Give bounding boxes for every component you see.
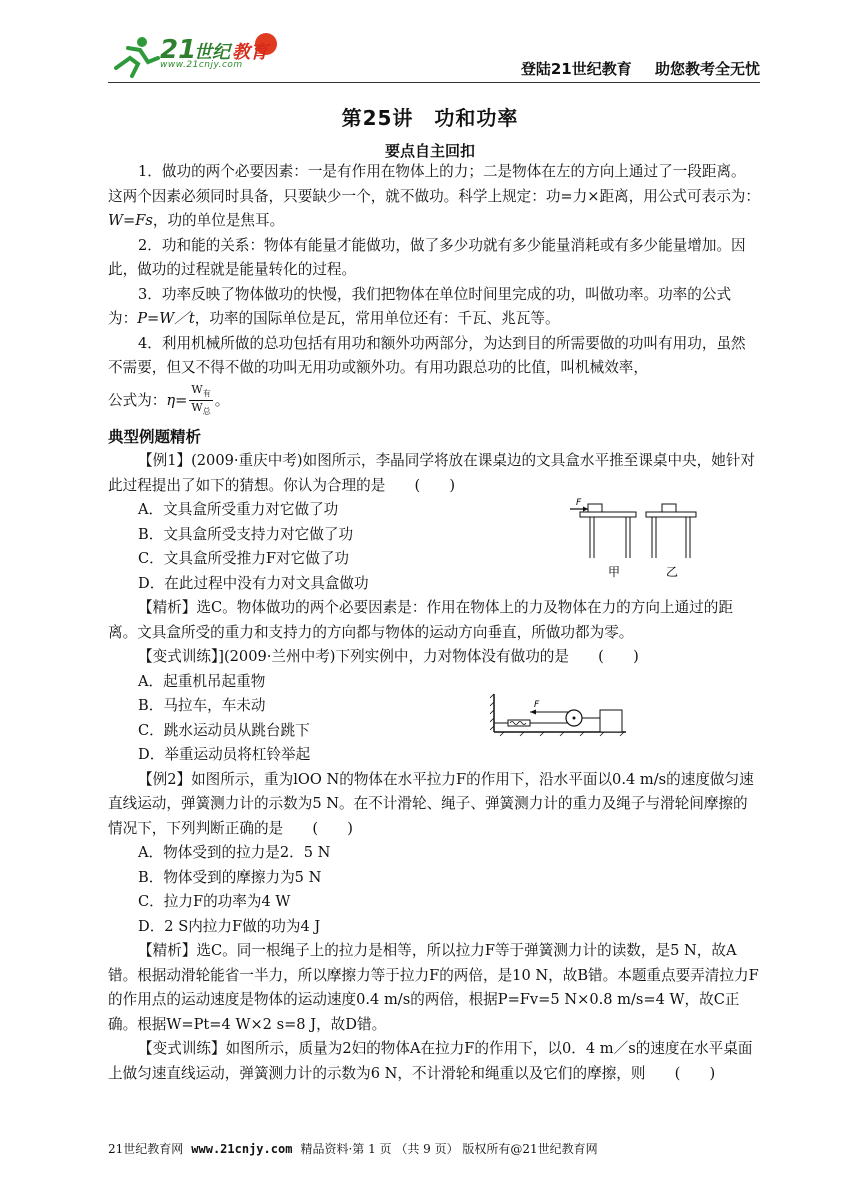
example-1-option-d: D．在此过程中没有力对文具盒做功 [138,574,369,592]
fig2-force-label: F [534,700,540,710]
footer-left: 21世纪教育网 [108,1142,184,1156]
variant-1-option-c: C．跳水运动员从跳台跳下 [138,721,310,739]
point-3-text: 3．功率反映了物体做功的快慢，我们把物体在单位时间里完成的功，叫做功率。功率的公式为： [108,285,732,327]
page-footer [108,1140,760,1157]
header-slogan [503,58,760,79]
svg-text:教育: 教育 [232,42,268,63]
point-1-formula: W=Fs [108,212,153,229]
fig1-force-label: F [576,498,582,508]
fig1-label-jia: 甲 [608,565,621,579]
site-logo[interactable] [108,28,308,84]
example-2-stem: 【例2】如图所示，重为lOO N的物体在水平拉力F的作用下，沿水平面以0.4 m/s的速度做匀速直线运动，弹簧测力计的示数为5 N。在不计滑轮、绳子、弹簧测力计的重力及绳子与滑轮间摩擦的情况下，下列判断正确的是 ( ) [108,770,754,837]
variant-1-stem: 【变式训练】](2009·兰州中考)下列实例中，力对物体没有做功的是 ( ) [138,648,639,665]
example-2-analysis: 【精析】选C。同一根绳子上的拉力是相等，所以拉力F等于弹簧测力计的读数，是5 N，故A错。根据动滑轮能省一半力，所以摩擦力等于拉力F的两倍，是10 N，故B错。本题重点要弄清拉力F的作用点的运动速度是物体的运动速度0.4 m/s的两倍，根据P=Fv=5 N×0.8 m/s=4 W，故C正确。根据W=Pt=4 W×2 s=8 J，故D错。 [108,942,759,1033]
example-1-analysis: 【精析】选C。物体做功的两个必要因素是：作用在物体上的力及物体在力的方向上通过的距离。文具盒所受的重力和支持力的方向都与物体的运动方向垂直，所做功都为零。 [108,599,733,641]
example-1-stem: 【例1】(2009·重庆中考)如图所示，李晶同学将放在课桌边的文具盒水平推至课桌中央，她针对此过程提出了如下的猜想。你认为合理的是 ( ) [108,452,756,494]
example-2-option-a: A．物体受到的拉力是2．5 N [138,844,331,861]
slogan-right: 助您教考全无忧 [654,60,760,78]
section-heading-key-points: 要点自主回扣 [384,142,475,160]
example-2-option-d: D．2 S内拉力F做的功为4 J [138,917,321,935]
section-heading-examples: 典型例题精析 [108,427,202,446]
efficiency-fraction [189,383,212,418]
formula-end: 。 [214,391,230,409]
slogan-left: 登陆21世纪教育 [520,60,632,78]
point-2: 2．功和能的关系：物体有能量才能做功，做了多少功就有多少能量消耗或有多少能量增加。因此，做功的过程就是能量转化的过程。 [108,236,746,278]
point-3-formula: P=W／t [137,310,195,327]
runner-logo-icon [108,28,308,84]
svg-text:21: 21 [160,35,197,65]
formula-prefix: 公式为： [108,391,167,409]
main-content [108,160,760,1086]
page-header [108,28,760,84]
point-3-text-end: ，功率的国际单位是瓦，常用单位还有：千瓦、兆瓦等。 [194,310,560,327]
pulley-diagram-icon [490,688,630,738]
point-1-text-end: ，功的单位是焦耳。 [152,212,285,229]
eta-symbol: η= [166,391,188,409]
pulley-diagram-figure [490,688,630,738]
point-3 [108,283,760,332]
example-2-option-b: B．物体受到的摩擦力为5 N [138,868,322,886]
numerator-sub: 有 [202,389,211,398]
example-1-option-b: B．文具盒所受支持力对它做了功 [138,525,354,543]
variant-1-option-d: D．举重运动员将杠铃举起 [138,746,311,763]
svg-text:世纪: 世纪 [194,42,230,63]
footer-site-link[interactable]: www.21cnjy.com [191,1142,293,1156]
logo-site-text: www.21cnjy.com [160,60,243,70]
example-2-option-c: C．拉力F的功率为4 W [138,893,291,910]
example-1-option-a: A．文具盒所受重力对它做了功 [138,501,339,518]
denominator: W [191,401,203,414]
denominator-sub: 总 [202,407,211,417]
efficiency-formula-line [108,381,760,421]
variant-1-option-b: B．马拉车，车未动 [138,697,266,714]
numerator: W [191,382,203,396]
point-4: 4．利用机械所做的总功包括有用功和额外功两部分，为达到目的所需要做的功叫有用功，虽然不需要，但又不得不做的功叫无用功或额外功。有用功跟总功的比值，叫机械效率， [108,334,746,376]
desk-diagram-figure [568,496,718,586]
footer-right: 精品资料·第 1 页 （共 9 页） 版权所有@21世纪教育网 [300,1142,598,1156]
desk-diagram-icon [568,496,718,586]
page-title: 第25讲 功和功率 [341,106,519,130]
point-1 [108,160,760,234]
point-1-text: 1．做功的两个必要因素：一是有作用在物体上的力；二是物体在左的方向上通过了一段距离。这两个因素必须同时具备，只要缺少一个，就不做功。科学上规定：功=力×距离，用公式可表示为： [108,163,760,205]
header-divider [108,82,760,83]
fig1-label-yi: 乙 [666,565,679,579]
variant-2-stem: 【变式训练】如图所示，质量为2妇的物体A在拉力F的作用下，以0．4 m／s的速度在水平桌面上做匀速直线运动，弹簧测力计的示数为6 N，不计滑轮和绳重以及它们的摩擦，则 ( ) [108,1040,753,1082]
example-1-option-c: C．文具盒所受推力F对它做了功 [138,550,350,567]
variant-1-option-a: A．起重机吊起重物 [138,672,266,690]
